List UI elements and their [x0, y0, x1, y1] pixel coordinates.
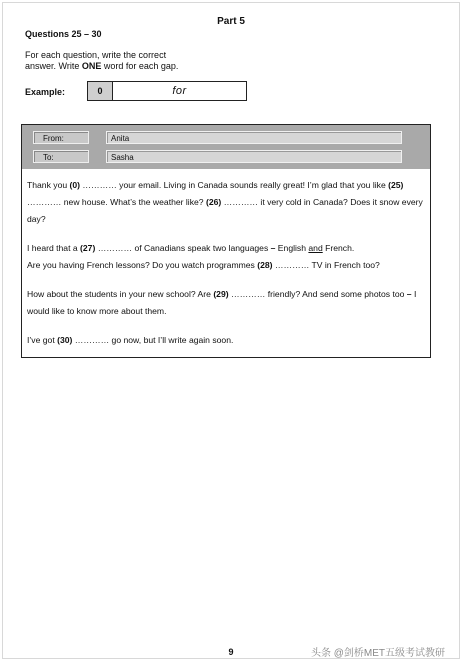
page-number: 9 — [228, 647, 234, 657]
example-box — [87, 81, 247, 101]
gap-0: (0) — [69, 180, 81, 190]
text: Are you having French lessons? Do you watch programmes — [27, 260, 258, 270]
text: I heard that a — [27, 243, 81, 253]
part-title: Part 5 — [217, 16, 245, 27]
gap-30: (30) — [57, 335, 73, 345]
underlined-word: and — [308, 243, 323, 253]
instructions-line-2 — [25, 61, 225, 72]
gap-26: (26) — [205, 197, 222, 207]
text: ………… new house. What’s the weather like? — [27, 197, 206, 207]
gap-29: (29) — [213, 289, 229, 299]
example-label: Example: — [25, 87, 66, 97]
text: ………… TV in French too? — [272, 260, 380, 270]
instructions-line-1: For each question, write the correct — [25, 50, 167, 60]
example-number: 0 — [88, 82, 113, 100]
text: I would like to know more about them. — [27, 289, 417, 316]
gap-28: (28) — [257, 260, 273, 270]
email-paragraph-4 — [27, 332, 425, 349]
text: English — [275, 243, 309, 253]
watermark: 头条 @剑桥MET五级考试教研 — [310, 648, 445, 659]
from-label: From: — [33, 131, 89, 144]
text: French. — [322, 243, 355, 253]
text: ………… your email. Living in Canada sounds really great! I’m glad that you like — [80, 180, 389, 190]
text: ………… of Canadians speak two languages — [95, 243, 271, 253]
questions-range: Questions 25 – 30 — [25, 29, 102, 39]
text: ………… friendly? And send some photos too — [228, 289, 407, 299]
instructions-emphasis: ONE — [81, 61, 102, 71]
instructions — [25, 50, 225, 72]
email-paragraph-1 — [27, 177, 425, 228]
instructions-text: answer. Write — [25, 61, 82, 71]
from-field: Anita — [106, 131, 402, 144]
text: ………… it very cold in Canada? Does it snow every day? — [27, 197, 423, 224]
exam-page — [2, 2, 460, 659]
email-header — [22, 125, 430, 169]
email-panel — [21, 124, 431, 358]
email-paragraph-2 — [27, 240, 425, 274]
instructions-text: word for each gap. — [101, 61, 179, 71]
to-label: To: — [33, 150, 89, 163]
dash: – — [406, 289, 412, 299]
text: I’ve got — [27, 335, 58, 345]
dash: – — [270, 243, 276, 253]
gap-25: (25) — [388, 180, 404, 190]
text: How about the students in your new school? Are — [27, 289, 214, 299]
email-paragraph-3 — [27, 286, 425, 320]
example-answer: for — [172, 85, 187, 97]
text: ………… go now, but I’ll write again soon. — [72, 335, 234, 345]
email-body — [22, 169, 430, 349]
gap-27: (27) — [80, 243, 96, 253]
to-field: Sasha — [106, 150, 402, 163]
text: Thank you — [27, 180, 70, 190]
